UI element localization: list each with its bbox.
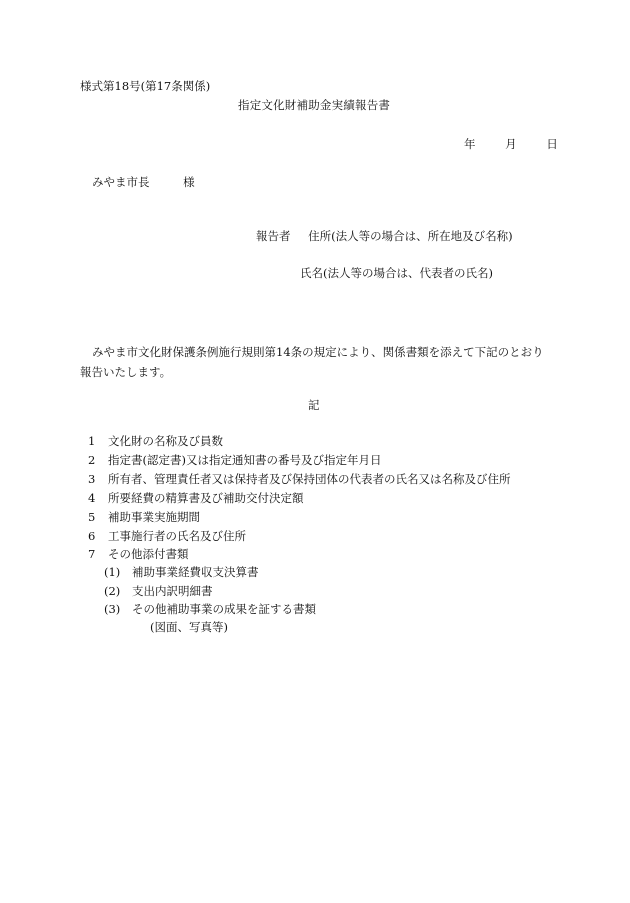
item-number: 5 (88, 510, 96, 524)
form-number: 様式第18号(第17条関係) (80, 79, 211, 93)
item-number: 1 (88, 434, 96, 448)
list-item (88, 549, 189, 561)
list-item (88, 512, 200, 524)
item-number: 2 (88, 453, 96, 467)
item-text: 補助事業実施期間 (108, 510, 200, 524)
reporter-label: 報告者 (256, 229, 291, 243)
sub-item-number: (2) (104, 584, 121, 598)
ki-heading: 記 (308, 398, 320, 412)
date-day-label: 日 (546, 137, 558, 151)
item-number: 4 (88, 491, 96, 505)
sub-list-item (104, 604, 316, 616)
list-item (88, 531, 246, 543)
item-text: 所有者、管理責任者又は保持者及び保持団体の代表者の氏名又は名称及び住所 (108, 472, 511, 486)
item-number: 3 (88, 472, 96, 486)
sub-item-text: その他補助事業の成果を証する書類 (132, 602, 316, 616)
sub-item-number: (3) (104, 602, 121, 616)
list-item (88, 493, 304, 505)
body-paragraph: みやま市文化財保護条例施行規則第14条の規定により、関係書類を添えて下記のとおり報告いたします。 (80, 345, 544, 379)
item-number: 6 (88, 529, 96, 543)
item-text: 文化財の名称及び員数 (108, 434, 223, 448)
item-text: 所要経費の精算書及び補助交付決定額 (108, 491, 304, 505)
reporter-name: 氏名(法人等の場合は、代表者の氏名) (300, 266, 493, 280)
item-number: 7 (88, 547, 96, 561)
reporter-address-line (256, 231, 513, 243)
date-year-label: 年 (464, 137, 476, 151)
addressee (92, 177, 195, 189)
list-item (88, 436, 223, 448)
item-text: 工事施行者の氏名及び住所 (108, 529, 246, 543)
sub-item-text: 補助事業経費収支決算書 (132, 565, 259, 579)
date-month-label: 月 (505, 137, 517, 151)
list-item (88, 455, 381, 467)
addressee-name: みやま市長 (92, 175, 150, 189)
sub-list-item (104, 567, 259, 579)
date-line (464, 139, 558, 151)
item-text: その他添付書類 (108, 547, 189, 561)
addressee-honorific: 様 (183, 175, 195, 189)
item-text: 指定書(認定書)又は指定通知書の番号及び指定年月日 (108, 453, 382, 467)
list-item (88, 474, 511, 486)
sub-item-note: (図面、写真等) (150, 620, 228, 634)
sub-list-item (104, 586, 213, 598)
sub-item-number: (1) (104, 565, 121, 579)
reporter-address: 住所(法人等の場合は、所在地及び名称) (308, 229, 513, 243)
document-title: 指定文化財補助金実績報告書 (238, 98, 391, 112)
sub-item-text: 支出内訳明細書 (132, 584, 213, 598)
